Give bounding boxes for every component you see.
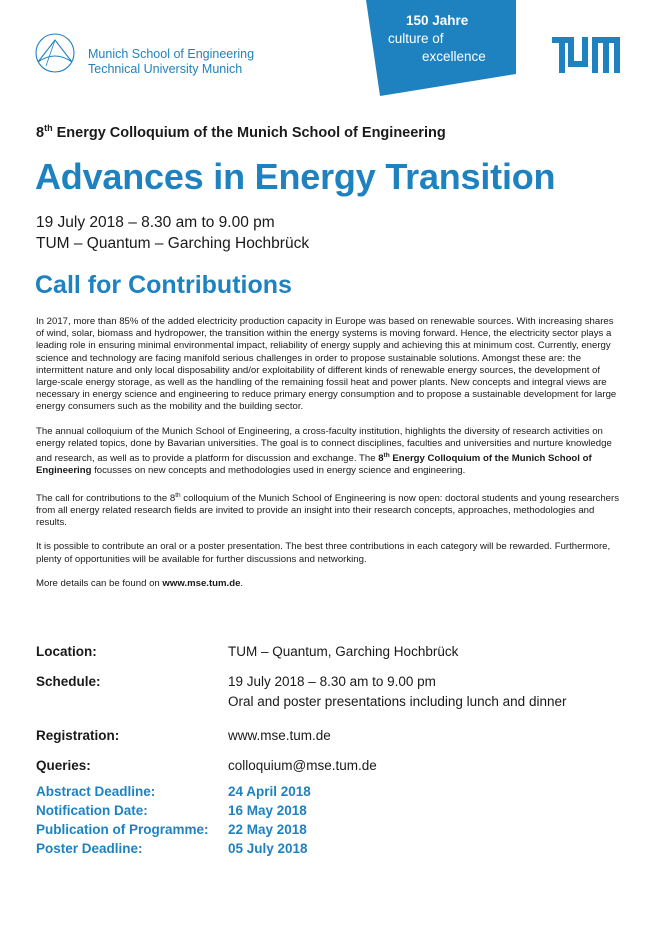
schedule-value-1: 19 July 2018 – 8.30 am to 9.00 pm bbox=[228, 674, 436, 689]
bold-text: Energy Colloquium of the Munich School of Engineering bbox=[36, 453, 592, 477]
paragraph-intro: In 2017, more than 85% of the added electricity production capacity in Europe was based on renewable sources. With increasing shares of wind, solar, biomass and hydropower, the transition within the energy systems is moving forward. Hence, the electricity sector plays a leading role in ensuring minimal environmental impact, reliability of energy supply and achieving this at minimum cost. Currently, energy science and technology are facing manifold serious challenges in order to propose sustainable solutions. Amongst these are: the intermittent nature and only local disposability and/or exploitability of different kinds of renewable energy sources, the development of large-scale energy storage, as well as the handling of the remaining fossil heat and power plants. New concepts and integral views are necessary in energy science and engineering to reduce primary energy consumption and to propose a sustainable development for large energy consumers such as the mobility and the building sector. bbox=[36, 316, 617, 413]
schedule-label: Schedule: bbox=[36, 674, 101, 689]
registration-value[interactable]: www.mse.tum.de bbox=[228, 728, 331, 743]
deadline-date: 16 May 2018 bbox=[228, 803, 307, 818]
deadline-date: 05 July 2018 bbox=[228, 841, 308, 856]
body-text bbox=[36, 316, 620, 602]
info-row-location bbox=[36, 642, 626, 662]
paragraph-call-sup: th bbox=[175, 491, 181, 499]
details-text: More details can be found on bbox=[36, 577, 163, 589]
deadline-row bbox=[36, 820, 311, 839]
paragraph-colloquium bbox=[36, 426, 620, 478]
details-link[interactable]: www.mse.tum.de bbox=[162, 577, 241, 589]
registration-label: Registration: bbox=[36, 728, 120, 743]
page-title: Advances in Energy Transition bbox=[35, 156, 556, 197]
info-row-registration bbox=[36, 726, 626, 746]
bold-ordinal-suffix: th bbox=[383, 452, 390, 460]
event-date: 19 July 2018 – 8.30 am to 9.00 pm bbox=[36, 214, 275, 231]
deadline-label: Publication of Programme: bbox=[36, 822, 209, 837]
location-label: Location: bbox=[36, 644, 97, 659]
deadline-date: 22 May 2018 bbox=[228, 822, 307, 837]
queries-value[interactable]: colloquium@mse.tum.de bbox=[228, 758, 377, 773]
mse-name bbox=[88, 47, 254, 77]
deadline-label: Poster Deadline: bbox=[36, 841, 143, 856]
colloquium-subtitle bbox=[36, 123, 446, 141]
deadline-date: 24 April 2018 bbox=[228, 784, 311, 799]
event-dateline bbox=[36, 212, 309, 254]
deadline-label: Abstract Deadline: bbox=[36, 784, 156, 799]
call-heading: Call for Contributions bbox=[35, 271, 292, 299]
schedule-value bbox=[228, 672, 566, 712]
info-row-queries bbox=[36, 756, 626, 776]
location-value: TUM – Quantum, Garching Hochbrück bbox=[228, 644, 459, 659]
paragraph-colloquium-text-a: The annual colloquium of the Munich School of Engineering, a cross-faculty institution, highlights the diversity of research activities on energy related topics, done by Bavarian universities. The goal is to connect disciplines, faculties and universities and nurture knowledge and research, as well as to provide a platform for discussion and exchange. The bbox=[36, 425, 612, 465]
banner-line-2: culture of bbox=[388, 31, 444, 46]
deadline-label: Notification Date: bbox=[36, 803, 148, 818]
mse-line-1: Munich School of Engineering bbox=[88, 47, 255, 61]
paragraph-contribute: It is possible to contribute an oral or a poster presentation. The best three contributions in each category will be rewarded. Furthermore, plenty of opportunities will be available for further discussions and networking. bbox=[36, 541, 611, 565]
paragraph-call bbox=[36, 490, 620, 530]
info-row-schedule bbox=[36, 672, 626, 712]
paragraph-call-text-a: The call for contributions to the 8 bbox=[36, 492, 176, 504]
subtitle-text: Energy Colloquium of the Munich School of Engineering bbox=[52, 124, 446, 141]
queries-label: Queries: bbox=[36, 758, 91, 773]
details-period: . bbox=[240, 577, 244, 589]
subtitle-ordinal-suffix: th bbox=[44, 123, 53, 133]
event-info bbox=[36, 642, 626, 776]
deadline-row bbox=[36, 801, 311, 820]
anniversary-banner bbox=[366, 0, 516, 96]
paragraph-details bbox=[36, 578, 620, 590]
banner-line-3: excellence bbox=[422, 49, 486, 64]
bold-ordinal: 8 bbox=[378, 453, 384, 465]
event-venue: TUM – Quantum – Garching Hochbrück bbox=[36, 235, 310, 252]
paragraph-colloquium-text-b: focusses on new concepts and methodologies used in energy science and engineering. bbox=[91, 465, 466, 477]
mse-line-2: Technical University Munich bbox=[88, 62, 243, 76]
subtitle-ordinal: 8 bbox=[36, 124, 45, 141]
mse-logo-icon bbox=[34, 32, 76, 74]
banner-line-1: 150 Jahre bbox=[406, 13, 469, 28]
deadlines-list bbox=[36, 782, 311, 858]
schedule-value-2: Oral and poster presentations including lunch and dinner bbox=[228, 694, 567, 709]
deadline-row bbox=[36, 782, 311, 801]
deadline-row bbox=[36, 839, 311, 858]
paragraph-call-text-b: colloquium of the Munich School of Engineering is now open: doctoral students and young researchers from all energy related research fields are invited to provide an insight into their research concepts, approaches, methodologies and results. bbox=[36, 492, 619, 529]
tum-logo-icon bbox=[552, 37, 620, 73]
